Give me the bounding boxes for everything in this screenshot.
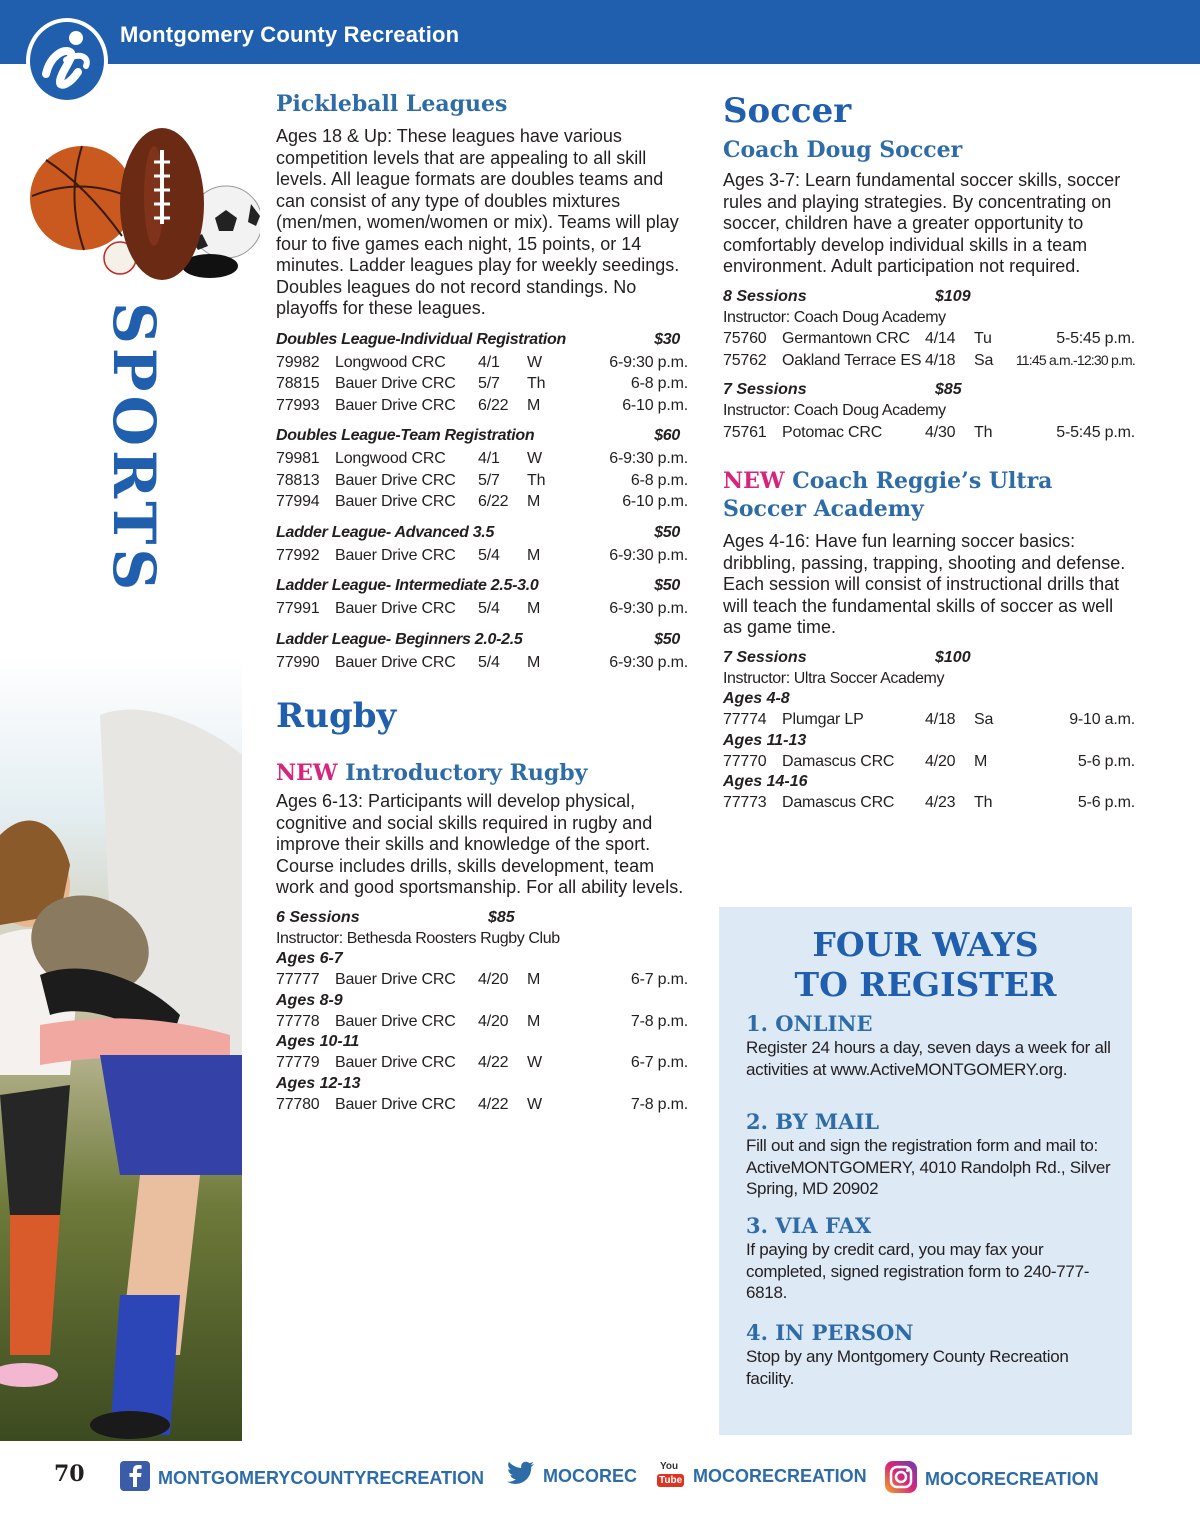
register-in-person	[746, 1320, 1116, 1389]
league-header	[276, 330, 688, 350]
listing-row	[276, 969, 688, 991]
time: 6-9:30 p.m.	[609, 600, 688, 617]
day: W	[527, 450, 542, 467]
sports-balls-image	[26, 126, 260, 286]
time: 6-9:30 p.m.	[609, 653, 688, 671]
time: 6-9:30 p.m.	[609, 353, 688, 371]
time: 5-5:45 p.m.	[1056, 330, 1135, 347]
sports-vertical-title	[100, 302, 172, 595]
league-name: Ladder League- Intermediate 2.5-3.0	[276, 577, 539, 594]
location: Bauer Drive CRC	[335, 1095, 456, 1113]
pickleball-title: Pickleball Leagues	[276, 91, 508, 117]
time: 5-6 p.m.	[1077, 794, 1135, 811]
instructor: Instructor: Coach Doug Academy	[723, 308, 946, 326]
age-group-label: Ages 4-8	[723, 690, 790, 707]
day: M	[527, 600, 541, 617]
youtube-icon-bottom: Tube	[659, 1475, 683, 1486]
listing-row	[276, 491, 688, 513]
register-mail	[746, 1109, 1116, 1200]
time: 9-10 a.m.	[1069, 711, 1135, 728]
listing-row	[276, 373, 688, 395]
league-rows	[276, 545, 688, 567]
rugby-title: Rugby	[276, 696, 397, 736]
league-name: Ladder League- Beginners 2.0-2.5	[276, 630, 523, 648]
facebook-handle: MONTGOMERYCOUNTYRECREATION	[158, 1468, 484, 1488]
start-date: 4/1	[478, 353, 500, 371]
rugby-players-photo	[0, 655, 242, 1441]
time: 7-8 p.m.	[630, 1095, 688, 1113]
start-date: 5/4	[478, 600, 500, 617]
start-date: 4/18	[925, 711, 956, 728]
listing-row	[723, 422, 1135, 444]
register-mail-body: Fill out and sign the registration form and mail to: ActiveMONTGOMERY, 4010 Randolph Rd., Silver Spring, MD 20902	[746, 1136, 1111, 1198]
course-number: 77770	[723, 752, 767, 770]
register-in-person-body: Stop by any Montgomery County Recreation facility.	[746, 1347, 1069, 1388]
start-date: 4/20	[925, 752, 956, 770]
day: Tu	[974, 330, 992, 347]
course-number: 77773	[723, 794, 767, 811]
register-title	[719, 925, 1132, 1005]
day: Th	[974, 794, 993, 811]
start-date: 4/20	[478, 1012, 509, 1030]
day: M	[527, 493, 541, 510]
course-number: 77992	[276, 546, 320, 564]
twitter-link[interactable]	[505, 1461, 637, 1492]
facebook-icon	[120, 1461, 150, 1496]
day: W	[527, 1095, 542, 1113]
location: Bauer Drive CRC	[335, 493, 456, 510]
youtube-icon	[657, 1461, 685, 1491]
listing-row	[723, 751, 1135, 773]
listing-row	[276, 352, 688, 374]
location: Oakland Terrace ES	[782, 351, 922, 369]
day: Th	[974, 423, 993, 441]
location: Bauer Drive CRC	[335, 375, 456, 392]
start-date: 6/22	[478, 493, 509, 510]
register-mail-title: 2. BY MAIL	[746, 1109, 880, 1134]
instagram-link[interactable]	[885, 1461, 1099, 1498]
sports-label: SPORTS	[100, 302, 168, 595]
age-group-label: Ages 12-13	[276, 1074, 361, 1092]
day: M	[527, 653, 541, 671]
youtube-link[interactable]	[657, 1461, 867, 1491]
instagram-icon	[885, 1461, 917, 1498]
listing-row	[723, 350, 1135, 372]
start-date: 4/1	[478, 450, 500, 467]
sessions-count: 8 Sessions	[723, 287, 807, 305]
listing-row	[276, 448, 688, 470]
sessions-row	[723, 286, 1135, 307]
league-rows	[276, 598, 688, 620]
course-number: 78813	[276, 471, 320, 489]
listing-row	[276, 470, 688, 492]
facebook-link[interactable]	[120, 1461, 484, 1496]
reggie-sessions-row	[723, 647, 1135, 668]
coach-doug-description: Ages 3-7: Learn fundamental soccer skills, soccer rules and playing strategies. By concentrating on soccer, children have a greater opportunity to comfortably develop individual skills in a team environment. Adult participation not required.	[723, 170, 1121, 276]
location: Damascus CRC	[782, 752, 895, 770]
course-number: 77779	[276, 1054, 320, 1071]
new-badge: NEW	[276, 760, 338, 786]
day: Sa	[974, 351, 994, 369]
location: Bauer Drive CRC	[335, 971, 456, 988]
day: W	[527, 353, 542, 371]
soccer-title: Soccer	[723, 91, 852, 131]
instagram-handle: MOCORECREATION	[925, 1469, 1099, 1489]
rugby-course-title	[276, 759, 688, 787]
pickleball-description: Ages 18 & Up: These leagues have various competition levels that are appealing to all skill levels. All league formats are doubles teams and can consist of any type of doubles mixtures (men/men, women/women or mix). Teams will play four to five games each night, 15 points, or 14 minutes. Ladder leagues play for weekly seedings. Doubles leagues do not record standings. No playoffs for these leagues.	[276, 126, 680, 318]
right-column	[723, 90, 1135, 814]
course-number: 77994	[276, 493, 320, 510]
location: Bauer Drive CRC	[335, 653, 456, 671]
listing-row	[723, 328, 1135, 350]
footer	[0, 1455, 1200, 1495]
listing-row	[723, 792, 1135, 814]
league-name: Doubles League-Individual Registration	[276, 330, 566, 348]
start-date: 4/20	[478, 971, 509, 988]
listing-row	[276, 598, 688, 620]
register-in-person-title: 4. IN PERSON	[746, 1320, 914, 1345]
coach-reggie-title	[723, 467, 1135, 523]
time: 5-5:45 p.m.	[1056, 423, 1135, 441]
league-name: Doubles League-Team Registration	[276, 427, 535, 444]
league-rows	[276, 448, 688, 513]
sessions-price: $109	[935, 287, 971, 305]
coach-reggie-description: Ages 4-16: Have fun learning soccer basics: dribbling, passing, trapping, shooting and defense. Each session will consist of instructional drills that will teach the fundamental skills of soccer as well as game time.	[723, 531, 1126, 637]
twitter-handle: MOCOREC	[543, 1466, 637, 1486]
day: M	[527, 1012, 541, 1030]
reggie-age-listings	[723, 689, 1135, 814]
listing-row	[276, 1094, 688, 1116]
reggie-sessions: 7 Sessions	[723, 648, 807, 666]
listing-row	[276, 545, 688, 567]
sessions-count: 7 Sessions	[723, 381, 807, 398]
location: Potomac CRC	[782, 423, 883, 441]
rugby-age-listings	[276, 949, 688, 1115]
course-number: 78815	[276, 375, 320, 392]
course-number: 77991	[276, 600, 320, 617]
age-group-label: Ages 6-7	[276, 950, 343, 967]
league-price: $50	[654, 630, 680, 648]
day: Th	[527, 375, 546, 392]
league-header	[276, 630, 688, 650]
middle-column	[276, 90, 688, 1115]
course-number: 77777	[276, 971, 320, 988]
course-number: 75762	[723, 351, 767, 369]
location: Longwood CRC	[335, 353, 446, 371]
register-online-title: 1. ONLINE	[746, 1011, 873, 1036]
league-header	[276, 576, 688, 596]
coach-doug-title: Coach Doug Soccer	[723, 137, 963, 163]
youtube-handle: MOCORECREATION	[693, 1465, 867, 1486]
start-date: 5/4	[478, 546, 500, 564]
league-name: Ladder League- Advanced 3.5	[276, 523, 495, 541]
pickleball-listings	[276, 330, 688, 674]
time: 6-7 p.m.	[630, 1054, 688, 1071]
rugby-instructor: Instructor: Bethesda Roosters Rugby Club	[276, 929, 560, 947]
rugby-price: $85	[488, 908, 515, 926]
course-number: 77993	[276, 396, 320, 414]
register-title-line1: FOUR WAYS	[812, 925, 1039, 964]
coach-reggie-title-line1: Coach Reggie’s Ultra	[792, 468, 1053, 494]
listing-row	[276, 395, 688, 417]
new-badge: NEW	[723, 468, 785, 494]
time: 11:45 a.m.-12:30 p.m.	[1015, 351, 1135, 368]
league-price: $50	[654, 523, 680, 541]
location: Bauer Drive CRC	[335, 396, 456, 414]
reggie-price: $100	[935, 648, 971, 666]
course-number: 77774	[723, 711, 767, 728]
location: Bauer Drive CRC	[335, 546, 456, 564]
rugby-sessions: 6 Sessions	[276, 908, 360, 926]
league-rows	[276, 652, 688, 674]
age-group-label: Ages 14-16	[723, 773, 808, 790]
time: 6-9:30 p.m.	[609, 450, 688, 467]
time: 6-9:30 p.m.	[609, 546, 688, 564]
location: Bauer Drive CRC	[335, 471, 456, 489]
sessions-row	[723, 379, 1135, 400]
start-date: 5/4	[478, 653, 500, 671]
coach-reggie-title-line2: Soccer Academy	[723, 496, 924, 522]
listing-row	[276, 652, 688, 674]
mcr-logo	[26, 18, 108, 104]
day: M	[527, 546, 541, 564]
location: Plumgar LP	[782, 711, 864, 728]
course-number: 79981	[276, 450, 320, 467]
day: Sa	[974, 711, 994, 728]
day: M	[527, 396, 541, 414]
time: 6-8 p.m.	[630, 471, 688, 489]
course-number: 77990	[276, 653, 320, 671]
rugby-course-name: Introductory Rugby	[345, 760, 588, 786]
day: M	[527, 971, 541, 988]
listing-row	[276, 1011, 688, 1033]
time: 6-10 p.m.	[622, 493, 688, 510]
register-title-line2: TO REGISTER	[794, 965, 1057, 1004]
course-number: 75760	[723, 330, 767, 347]
listing-row	[723, 709, 1135, 731]
location: Damascus CRC	[782, 794, 895, 811]
time: 6-7 p.m.	[630, 971, 688, 988]
start-date: 6/22	[478, 396, 509, 414]
start-date: 4/18	[925, 351, 956, 369]
location: Bauer Drive CRC	[335, 1054, 456, 1071]
course-number: 77778	[276, 1012, 320, 1030]
league-price: $30	[654, 330, 680, 348]
time: 6-8 p.m.	[630, 375, 688, 392]
day: W	[527, 1054, 542, 1071]
twitter-icon	[505, 1461, 535, 1492]
age-group-label: Ages 11-13	[723, 731, 807, 749]
start-date: 5/7	[478, 375, 500, 392]
start-date: 4/30	[925, 423, 956, 441]
rugby-description: Ages 6-13: Participants will develop physical, cognitive and social skills required in rugby and improve their skills and knowledge of the sport. Course includes drills, skills development, team work and good sportsmanship. For all ability levels.	[276, 791, 684, 897]
location: Bauer Drive CRC	[335, 1012, 456, 1030]
start-date: 4/14	[925, 330, 956, 347]
league-price: $60	[654, 427, 680, 444]
header-bar	[0, 0, 1200, 64]
location: Longwood CRC	[335, 450, 446, 467]
youtube-icon-top: You	[660, 1461, 679, 1472]
course-number: 79982	[276, 353, 320, 371]
league-price: $50	[654, 577, 680, 594]
coach-doug-listings	[723, 286, 1135, 444]
location: Bauer Drive CRC	[335, 600, 456, 617]
register-fax-body: If paying by credit card, you may fax your completed, signed registration form to 240-777-6818.	[746, 1240, 1090, 1302]
course-number: 77780	[276, 1095, 320, 1113]
time: 5-6 p.m.	[1077, 752, 1135, 770]
time: 7-8 p.m.	[630, 1012, 688, 1030]
register-online-body: Register 24 hours a day, seven days a week for all activities at www.ActiveMONTGOMERY.org.	[746, 1038, 1111, 1079]
start-date: 5/7	[478, 471, 500, 489]
start-date: 4/23	[925, 794, 956, 811]
start-date: 4/22	[478, 1054, 509, 1071]
register-fax-title: 3. VIA FAX	[746, 1213, 872, 1238]
day: M	[974, 752, 988, 770]
four-ways-to-register-box	[719, 907, 1132, 1435]
league-header	[276, 426, 688, 446]
register-fax	[746, 1213, 1116, 1304]
league-header	[276, 523, 688, 543]
sessions-price: $85	[935, 381, 962, 398]
register-online	[746, 1011, 1116, 1080]
rugby-sessions-row	[276, 907, 688, 928]
reggie-instructor: Instructor: Ultra Soccer Academy	[723, 669, 945, 687]
day: Th	[527, 471, 546, 489]
location: Germantown CRC	[782, 330, 910, 347]
page-number: 70	[54, 1461, 85, 1487]
listing-row	[276, 1052, 688, 1074]
header-title: Montgomery County Recreation	[120, 22, 460, 47]
age-group-label: Ages 10-11	[276, 1033, 360, 1050]
instructor: Instructor: Coach Doug Academy	[723, 402, 946, 419]
age-group-label: Ages 8-9	[276, 991, 343, 1009]
league-rows	[276, 352, 688, 417]
time: 6-10 p.m.	[622, 396, 688, 414]
start-date: 4/22	[478, 1095, 509, 1113]
course-number: 75761	[723, 423, 767, 441]
